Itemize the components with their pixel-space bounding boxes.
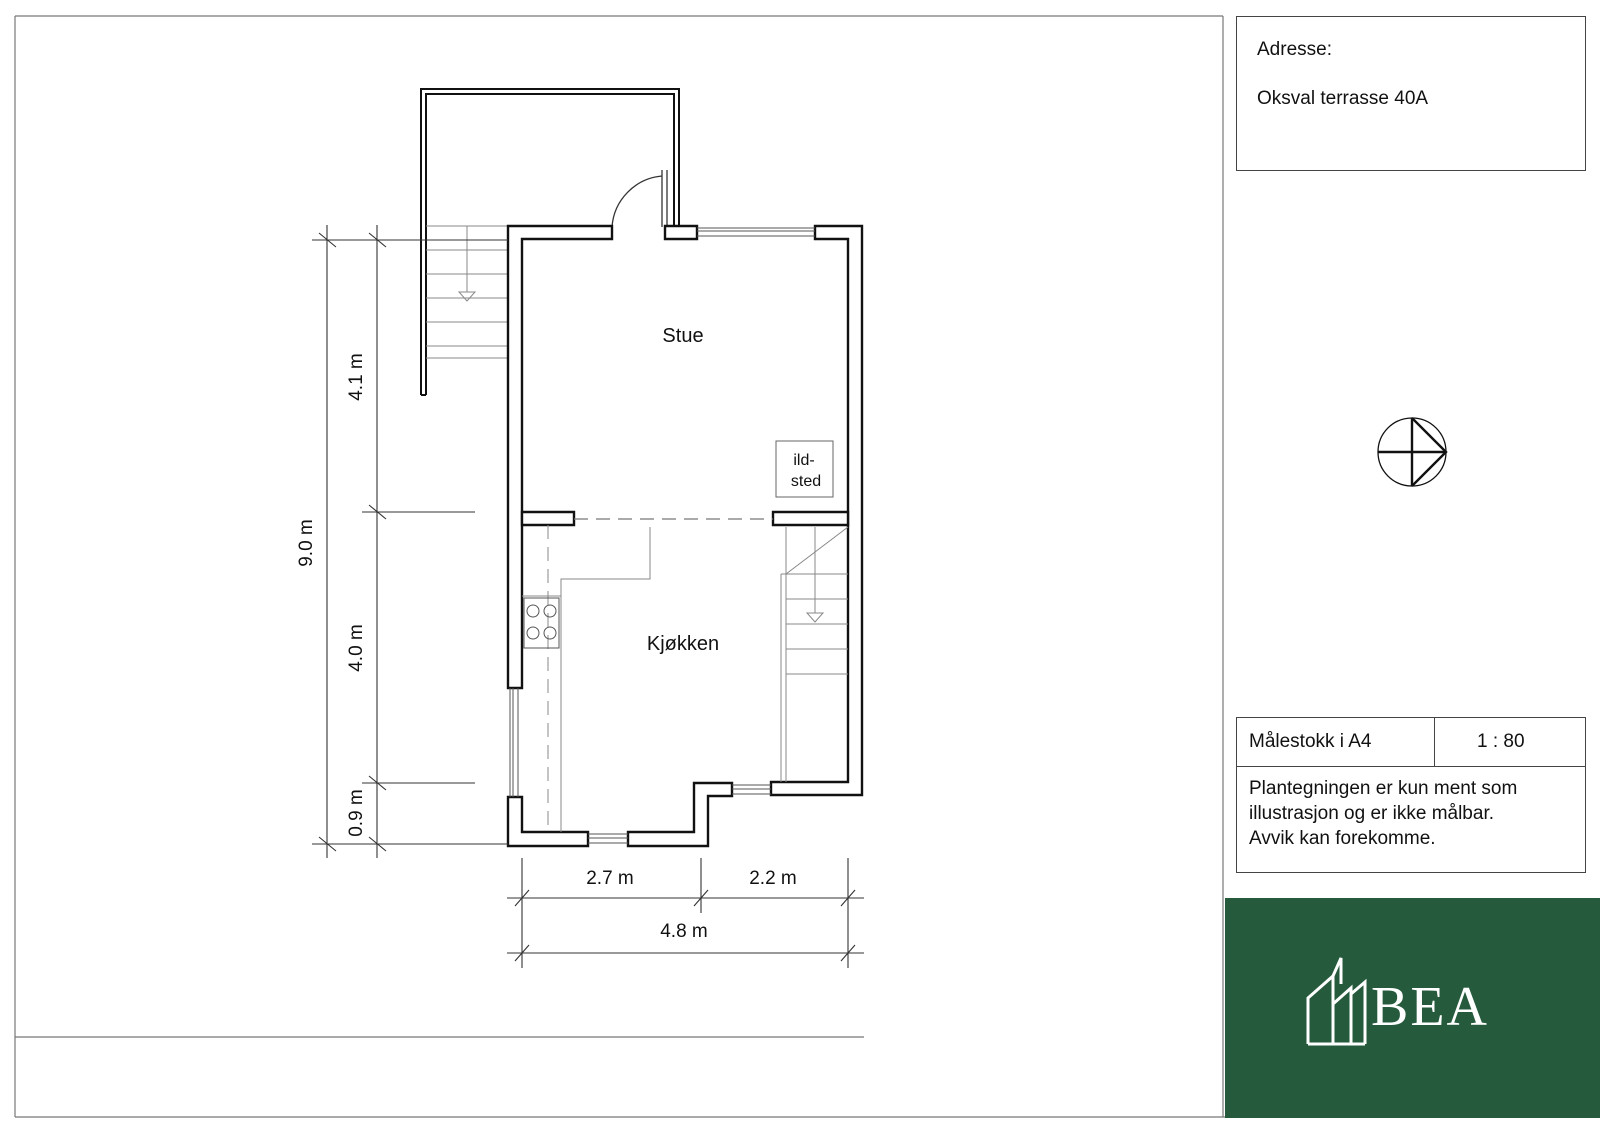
dim-total-width: 4.8 m xyxy=(660,921,708,942)
dim-depth-living: 4.1 m xyxy=(346,353,367,401)
disclaimer-line-2: illustrasjon og er ikke målbar. xyxy=(1249,803,1494,824)
terrace-stairs xyxy=(426,226,508,358)
scale-divider-vertical xyxy=(1434,718,1435,766)
sheet-frame xyxy=(15,16,1225,1117)
disclaimer-line-1: Plantegningen er kun ment som xyxy=(1249,778,1518,799)
dim-width-right: 2.2 m xyxy=(749,868,797,889)
north-arrow-icon xyxy=(1378,418,1446,486)
room-label-living: Stue xyxy=(662,325,704,347)
disclaimer-line-3: Avvik kan forekomme. xyxy=(1249,828,1436,849)
door-swing-terrace xyxy=(612,170,667,227)
brand-block xyxy=(1225,898,1600,1118)
address-box xyxy=(1236,16,1586,171)
dimension-lines-vertical xyxy=(312,225,508,858)
windows xyxy=(510,228,815,843)
interior-stairs xyxy=(781,527,848,782)
dim-depth-kitchen: 4.0 m xyxy=(346,624,367,672)
dim-depth-entry: 0.9 m xyxy=(346,789,367,837)
fireplace-label-line2: sted xyxy=(790,473,822,490)
scale-divider-horizontal xyxy=(1237,766,1585,767)
terrace-outline xyxy=(421,89,679,395)
room-label-kitchen: Kjøkken xyxy=(646,633,720,655)
address-label: Adresse: xyxy=(1257,39,1332,60)
fireplace-label-line1: ild- xyxy=(793,452,815,469)
kitchen-counter xyxy=(522,525,650,832)
scale-box xyxy=(1236,717,1586,873)
dim-total-depth: 9.0 m xyxy=(296,519,317,567)
cooktop-icon xyxy=(524,598,559,648)
scale-value: 1 : 80 xyxy=(1477,731,1525,752)
brand-name: BEA xyxy=(1371,976,1489,1038)
address-value: Oksval terrasse 40A xyxy=(1257,88,1429,109)
scale-label: Målestokk i A4 xyxy=(1249,731,1372,752)
dim-width-left: 2.7 m xyxy=(586,868,634,889)
dimension-lines-horizontal xyxy=(507,858,864,968)
